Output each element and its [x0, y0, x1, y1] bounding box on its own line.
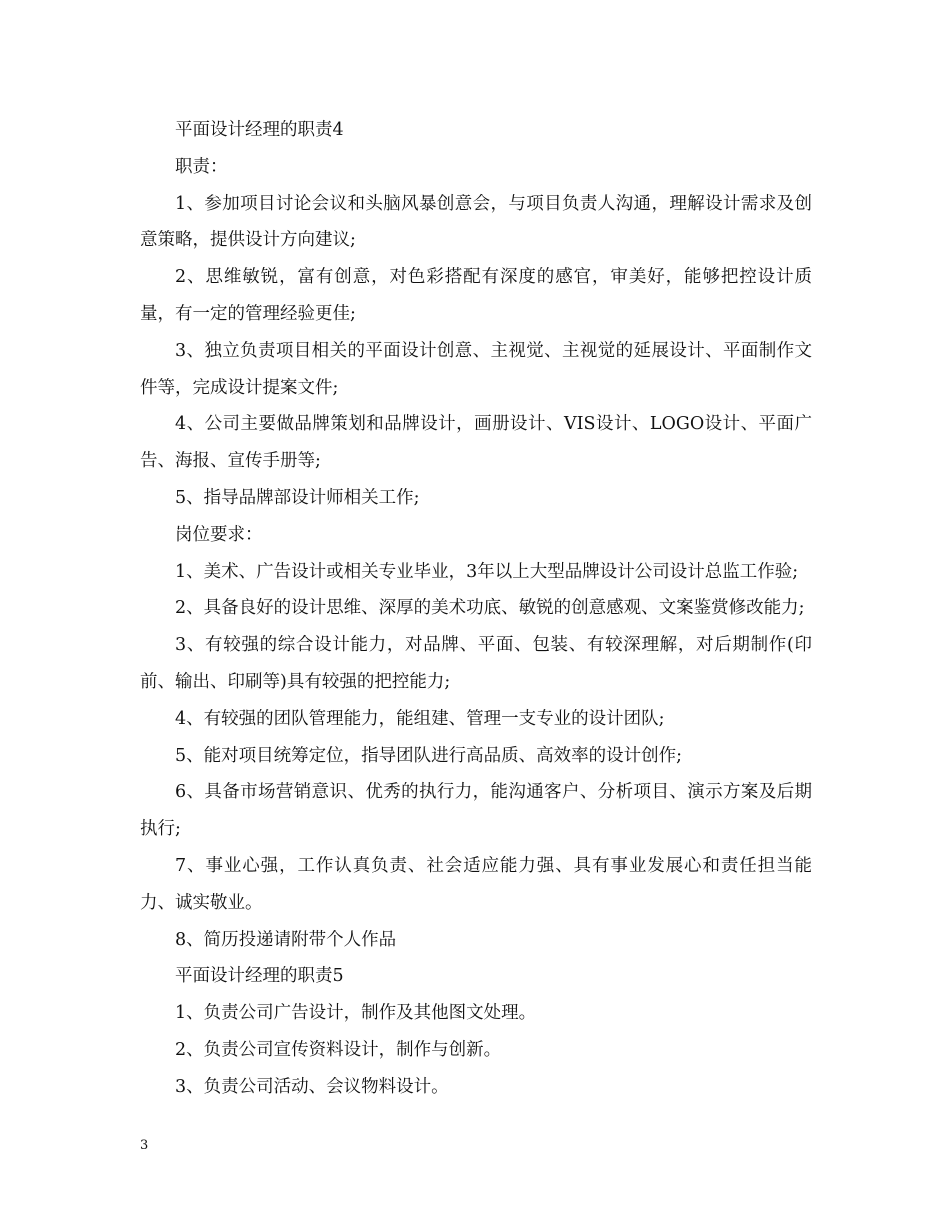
requirement-item-4: 4、有较强的团队管理能力，能组建、管理一支专业的设计团队;	[175, 708, 665, 729]
requirement-item-6: 6、具备市场营销意识、优秀的执行力，能沟通客户、分析项目、演示方案及后期执行;	[140, 782, 812, 840]
duty-item-3: 3、独立负责项目相关的平面设计创意、主视觉、主视觉的延展设计、平面制作文件等，完成设计提案文件;	[140, 340, 812, 398]
document-body	[140, 112, 812, 1106]
requirement-item-2: 2、具备良好的设计思维、深厚的美术功底、敏锐的创意感观、文案鉴赏修改能力;	[175, 598, 805, 619]
requirement-item-1: 1、美术、广告设计或相关专业毕业，3年以上大型品牌设计公司设计总监工作验;	[175, 561, 799, 582]
section5-item-2: 2、负责公司宣传资料设计，制作与创新。	[175, 1039, 502, 1060]
duty-item-1: 1、参加项目讨论会议和头脑风暴创意会，与项目负责人沟通，理解设计需求及创意策略，提供设计方向建议;	[140, 193, 812, 251]
section-heading-4: 平面设计经理的职责4	[175, 120, 344, 140]
duty-item-5: 5、指导品牌部设计师相关工作;	[175, 487, 420, 508]
subheading-requirements: 岗位要求：	[175, 524, 263, 545]
requirement-item-8: 8、简历投递请附带个人作品	[175, 929, 397, 950]
duty-item-4: 4、公司主要做品牌策划和品牌设计，画册设计、VIS设计、LOGO设计、平面广告、海报、宣传手册等;	[140, 414, 812, 472]
page-number: 3	[140, 1138, 149, 1153]
requirement-item-3: 3、有较强的综合设计能力，对品牌、平面、包装、有较深理解，对后期制作(印前、输出、印刷等)具有较强的把控能力;	[140, 635, 812, 692]
duty-item-2: 2、思维敏锐，富有创意，对色彩搭配有深度的感官，审美好，能够把控设计质量，有一定的管理经验更佳;	[140, 267, 812, 324]
requirement-item-7: 7、事业心强，工作认真负责、社会适应能力强、具有事业发展心和责任担当能力、诚实敬业。	[140, 855, 812, 913]
requirement-item-5: 5、能对项目统筹定位，指导团队进行高品质、高效率的设计创作;	[175, 745, 683, 766]
section5-item-1: 1、负责公司广告设计，制作及其他图文处理。	[175, 1003, 537, 1024]
section-heading-5: 平面设计经理的职责5	[175, 966, 344, 987]
subheading-duties: 职责：	[175, 156, 228, 177]
section5-item-3: 3、负责公司活动、会议物料设计。	[175, 1076, 449, 1097]
